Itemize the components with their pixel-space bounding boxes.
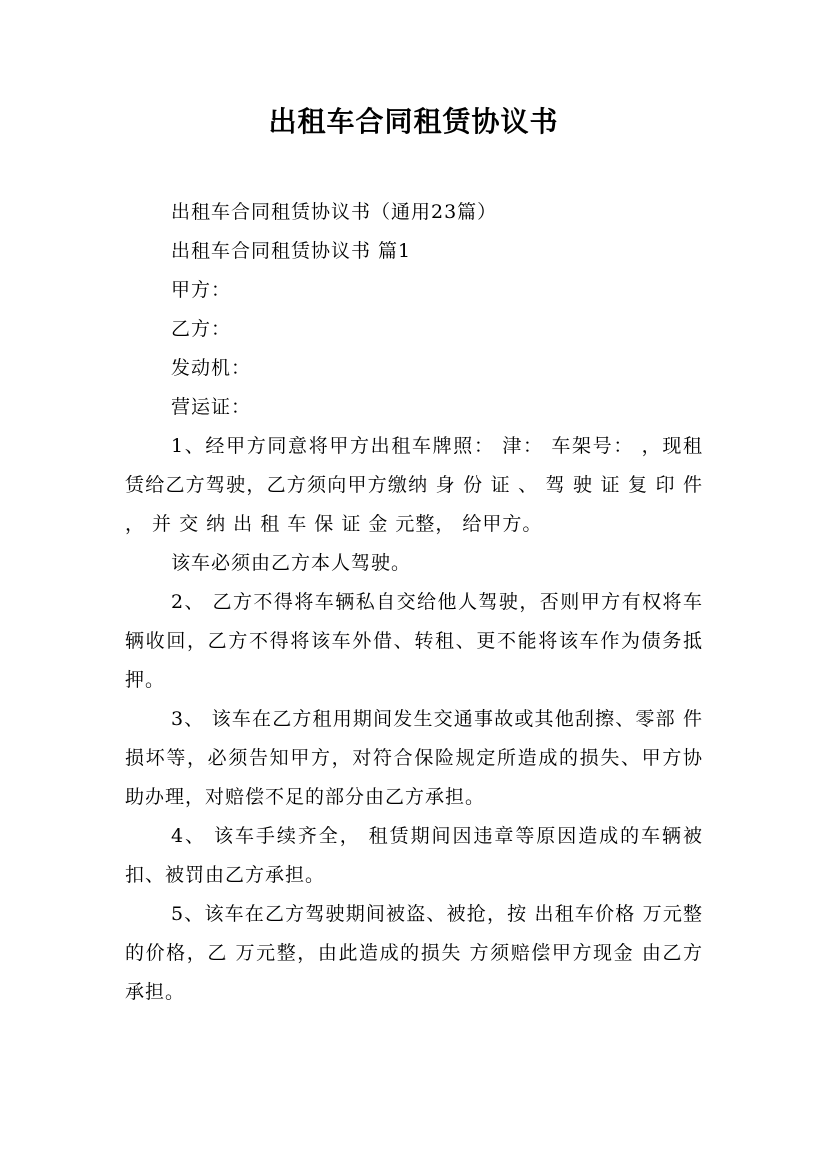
paragraph-license: 营运证： [171, 396, 252, 418]
paragraph-clause-3: 3、 该车在乙方租用期间发生交通事故或其他刮擦、零部 件损坏等，必须告知甲方，对符合保险规定所造成的损失、甲方协助办理，对赔偿不足的部分由乙方承担。 [125, 708, 703, 808]
paragraph-clause-1-note: 该车必须由乙方本人驾驶。 [171, 552, 412, 574]
paragraph-clause-1: 1、经甲方同意将甲方出租车牌照： 津： 车架号： ，现租赁给乙方驾驶，乙方须向甲方缴纳 身 份 证 、 驾 驶 证 复 印 件 ， 并 交 纳 出 租 车 保 证 金 元整， 给甲方。 [125, 435, 703, 535]
document-body [125, 193, 703, 1012]
paragraph-subtitle: 出租车合同租赁协议书（通用23篇） [171, 201, 498, 223]
document-title: 出租车合同租赁协议书 [268, 105, 559, 138]
paragraph-engine: 发动机： [171, 357, 252, 379]
paragraph-clause-2: 2、 乙方不得将车辆私自交给他人驾驶，否则甲方有权将车辆收回，乙方不得将该车外借、转租、更不能将该车作为债务抵押。 [125, 591, 703, 691]
paragraph-clause-5: 5、该车在乙方驾驶期间被盗、被抢，按 出租车价格 万元整的价格，乙 万元整，由此造成的损失 方须赔偿甲方现金 由乙方承担。 [125, 903, 703, 1003]
paragraph-chapter-heading: 出租车合同租赁协议书 篇1 [171, 240, 412, 262]
paragraph-party-b: 乙方： [171, 318, 232, 340]
paragraph-clause-4: 4、 该车手续齐全， 租赁期间因违章等原因造成的车辆被 扣、被罚由乙方承担。 [125, 825, 703, 886]
paragraph-party-a: 甲方： [171, 279, 232, 301]
